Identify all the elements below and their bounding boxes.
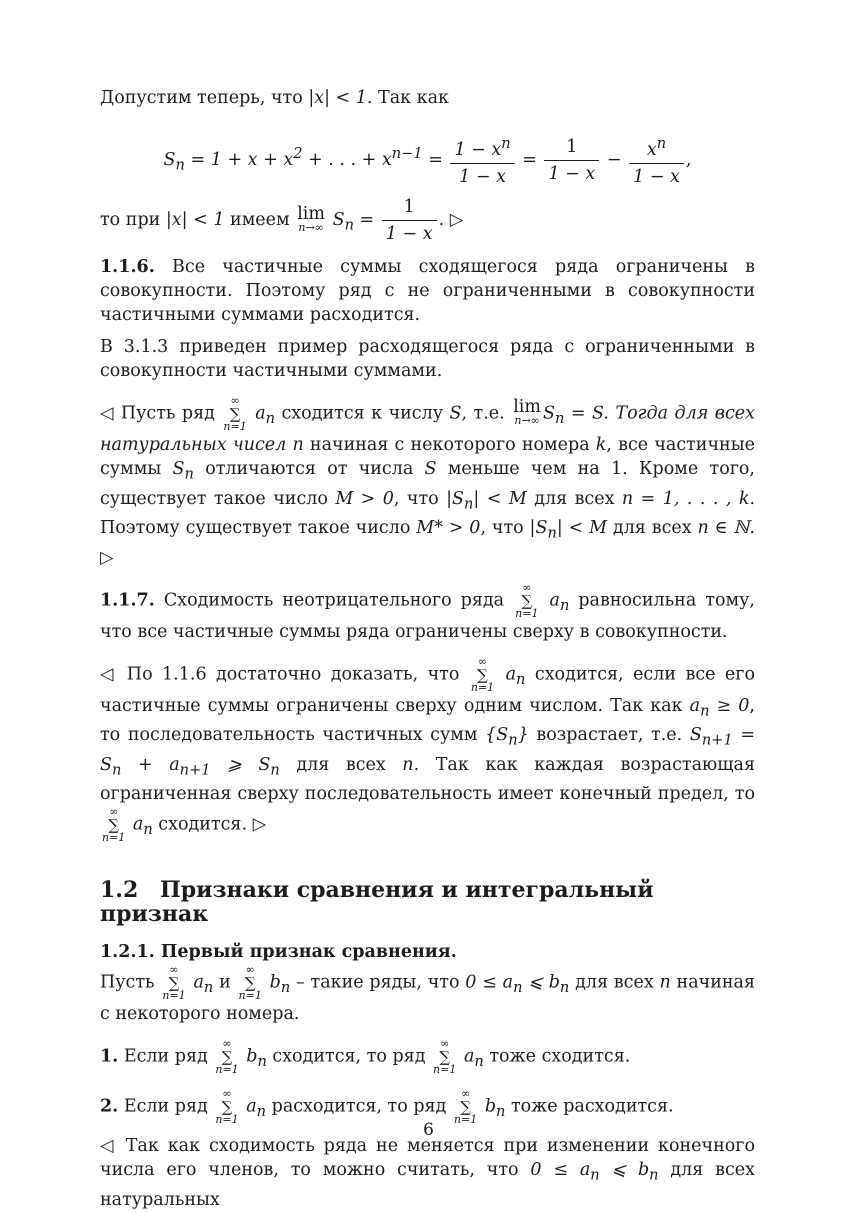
statement-1-2-1: 1.2.1. Первый признак сравнения. Пусть ∞ ∑ n=1 $a_n$ и ∞ ∑ n=1 $b_n$ – такие ряды, что $0 \le a_n$ ⩽ $b_n$ для всех n начиная с некоторого номера. <box>100 942 756 1024</box>
paragraph-intro: Допустим теперь, что |x| < 1. Так как <box>100 88 449 108</box>
proof-1-1-6: ◁ Пусть ряд ∞ ∑ n=1 $a_n$ сходится к числу S, т.е. lim n→∞ $S_n = S$. Тогда для всех натуральных чисел n начиная с некоторого номера k, все частичные суммы $S_n$ отличаются от числа S меньше чем на 1. Кроме того, существует такое число M > 0, что $|S_n| < M$ для всех n = 1, . . . , k. Поэтому существует такое число M* > 0, что $|S_n| < M$ для всех n ∈ ℕ. ▷ <box>100 394 756 568</box>
limit: lim n→∞ <box>297 203 325 234</box>
item-1: 1. Если ряд ∞ ∑ n=1 $b_n$ сходится, то ряд ∞ ∑ n=1 $a_n$ тоже сходится. <box>100 1037 631 1076</box>
proof-1-1-7: ◁ По 1.1.6 достаточно доказать, что ∞ ∑ n=1 $a_n$ сходится, если все его частичные суммы ограничены сверху одним числом. Так как $a_n \ge 0$, то последовательность частичных сумм $\{S_n\}$ возрастает, т.е. $S_{n+1} = S_n + a_{n+1}$ ⩾ $S_n$ для всех n. Так как каждая возрастающая ограниченная сверху последовательность имеет конечный предел, то ∞ ∑ n=1 $a_n$ сходится. ▷ <box>100 654 756 844</box>
display-equation-sn: $S_n = 1 + x + x^2$ + . . . + $x^{n-1}$ = $\frac{1 - x^n}{1 - x}$ = $\frac{1}{1 - x}$ − $\frac{x^n}{1 - x}$ , <box>100 124 755 184</box>
fraction-2: $\frac{1}{1 - x}$ <box>544 134 599 187</box>
statement-1-1-7: 1.1.7. Сходимость неотрицательного ряда ∞ ∑ n=1 $a_n$ равносильна тому, что все частичные суммы ряда ограничены сверху в совокупности. <box>100 580 755 642</box>
fraction-1: $\frac{1 - x^n}{1 - x}$ <box>450 131 514 190</box>
page-body <box>100 86 755 1212</box>
page-number: 6 <box>423 1120 434 1140</box>
statement-1-1-6: 1.1.6. Все частичные суммы сходящегося ряда ограничены в совокупности. Поэтому ряд с не ограниченными в совокупности частичными суммами расходится. <box>100 257 755 325</box>
proof-1-2-1: ◁ Так как сходимость ряда не меняется при изменении конечного числа его членов, то можно считать, что $0 \le a_n$ ⩽ $b_n$ для всех натуральных <box>100 1136 755 1210</box>
note-3-1-3: В 3.1.3 приведен пример расходящегося ряда с ограниченными в совокупности частичными суммами. <box>100 337 755 381</box>
section-heading-1-2: 1.2 Признаки сравнения и интегральный признак <box>100 877 654 927</box>
paragraph-limit: то при |x| < 1 имеем lim n→∞ $S_n$ = $\frac{1}{1 - x}$ . ▷ <box>100 194 755 247</box>
sum-symbol: ∞ ∑ n=1 <box>223 394 247 433</box>
fraction-3: $\frac{x^n}{1 - x}$ <box>629 131 684 190</box>
fraction-limit: $\frac{1}{1 - x}$ <box>382 194 437 247</box>
item-2: 2. Если ряд ∞ ∑ n=1 $a_n$ расходится, то ряд ∞ ∑ n=1 $b_n$ тоже расходится. <box>100 1087 674 1126</box>
